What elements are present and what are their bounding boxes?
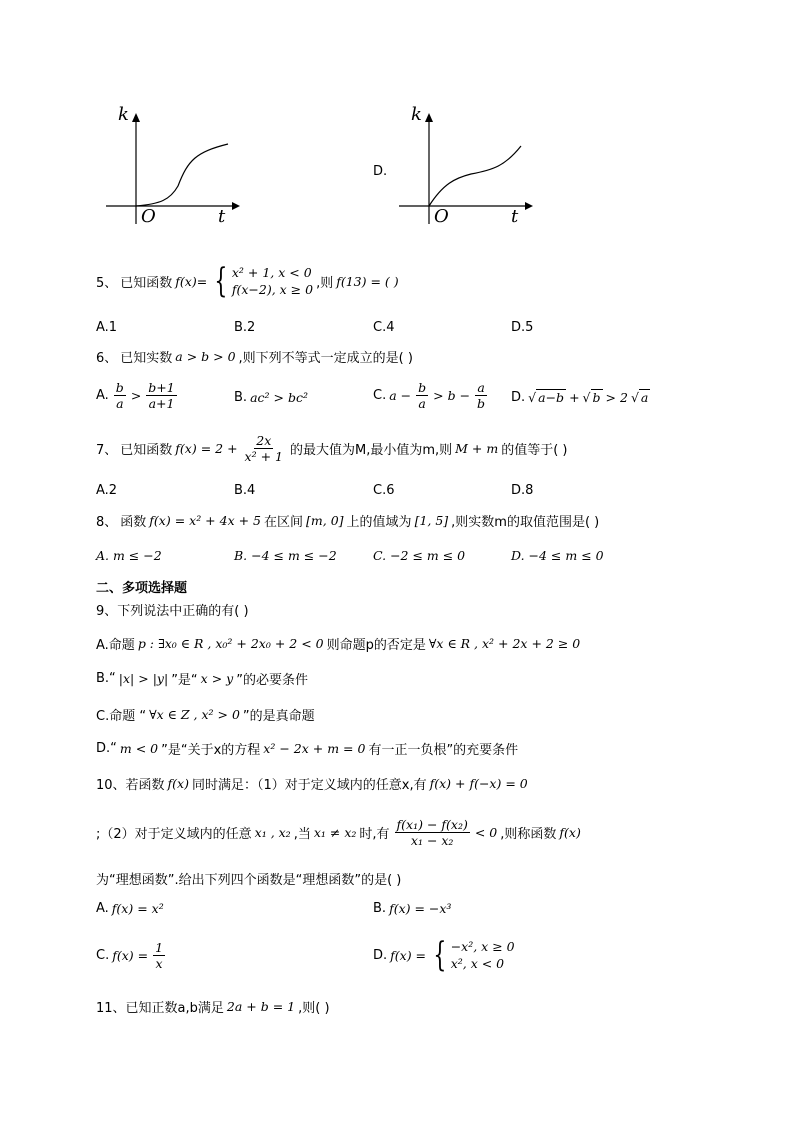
q10-d-case1: −x², x ≥ 0 [450,939,515,954]
q9-a-e1: p : ∃x₀ ∈ R , x₀² + 2x₀ + 2 < 0 [137,635,324,651]
q9-a-t2: 则命题p的否定是 [326,637,426,653]
q10-c-den: x [155,956,163,971]
q6-d-root2: b [592,390,601,405]
q6-a-d1: a [116,396,124,411]
q6-c-label: C. [373,388,387,403]
q10-t5: 时,有 [359,826,390,842]
q10-e2: f(x) + f(−x) = 0 [429,775,528,791]
q7-option-d: D.8 [511,483,534,498]
q8-option-d: D. −4 ≤ m ≤ 0 [511,548,604,563]
q6-b-expr: ac² > bc² [250,390,308,405]
q10-b-expr: f(x) = −x³ [389,901,452,916]
q10-t6: ,则称函数 [500,826,557,842]
q7-text: 的最大值为M,最小值为m,则 [289,442,453,458]
q10-e4: x₁ ≠ x₂ [313,824,357,840]
q6-c-n2: a [477,380,485,395]
q9-option-b [96,667,308,689]
q6-a-op: > [130,388,142,403]
q8-number: 8、 [96,514,118,530]
q8-t3: ,则实数m的取值范围是( ) [451,514,600,530]
q10-line1 [96,772,528,794]
q10-line3: 为“理想函数”.给出下列四个函数是“理想函数”的是( ) [96,872,402,888]
q6-c-frac1 [416,380,428,411]
q6-a-d2: a+1 [148,396,175,411]
q6-a-frac1 [114,380,126,411]
q7-option-a: A.2 [96,483,118,498]
graph-left-k-label: k [118,104,129,125]
q5-case1: x² + 1, x < 0 [231,265,312,280]
q10-d-label: D. [373,947,388,963]
q6-c-d1: a [418,396,426,411]
q10-num: f(x₁) − f(x₂) [396,816,468,832]
q5-stem [96,262,399,300]
q9-c-t1: C.命题 “ [96,708,147,724]
q8-stem [96,509,599,531]
q10-e5: < 0 [474,824,498,840]
q6-d-label: D. [511,390,526,405]
q5-number: 5、 [96,275,118,291]
q10-t1: 10、若函数 [96,777,165,793]
q10-a-expr: f(x) = x² [111,901,164,916]
q9-a-t1: A.命题 [96,637,135,653]
q10-b-label: B. [373,901,387,916]
q9-b-t2: ”是“ [171,672,198,688]
graph-right-option-label: D. [373,164,388,179]
q6-a-label: A. [96,388,109,403]
q10-t4: ,当 [293,826,311,842]
q6-a-frac2 [146,380,176,411]
q6-d-root1: a−b [538,390,565,405]
q9-c-e1: ∀x ∈ Z , x² > 0 [149,706,240,722]
q10-e3: x₁ , x₂ [254,824,291,840]
q6-option-b [234,390,308,405]
q11-stem [96,995,330,1017]
q6-a-n1: b [115,380,124,395]
q9-b-e1: |x| > |y| [118,670,169,686]
q7-option-b: B.4 [234,483,256,498]
q6-a-n2: b+1 [148,380,175,395]
q10-d-pre: f(x) = [390,947,427,963]
q10-c-frac [153,940,165,971]
q9-option-c [96,703,315,725]
q6-c-mid: > b − [433,388,471,403]
q10-e1: f(x) [167,775,189,791]
q9-option-a [96,632,580,654]
q7-fx: f(x) = 2 + [175,440,238,456]
q5-case2: f(x−2), x ≥ 0 [231,282,314,297]
q7-option-c: C.6 [373,483,395,498]
q10-line2 [96,813,581,851]
q6-stem [96,345,413,367]
q10-d-case2: x², x < 0 [450,956,505,971]
q9-b-t1: B.“ [96,670,116,686]
q8-option-b: B. −4 ≤ m ≤ −2 [234,548,337,563]
q6-c-d2: b [477,396,486,411]
q10-option-a [96,901,164,916]
q6-c-n1: b [418,380,427,395]
q6-d-plus: + [569,390,580,405]
q7-den: x² + 1 [244,448,283,464]
q5-option-b: B.2 [234,320,256,335]
q6-option-d: D. √ a−b + √ b > 2 √ a [511,390,649,405]
q5-option-d: D.5 [511,320,534,335]
graph-right-origin-label: O [434,206,449,227]
q6-text1: 已知实数 [120,350,173,366]
q7-num: 2x [256,432,272,448]
q10-d-piecewise: { −x², x ≥ 0 x², x < 0 [433,935,515,975]
q10-den: x₁ − x₂ [410,832,454,848]
q5-fx: f(x)= [175,273,208,289]
q10-e6: f(x) [559,824,581,840]
q11-e1: 2a + b = 1 [226,998,296,1014]
q8-option-a: A. m ≤ −2 [96,548,162,563]
q5-ask: f(13) = ( ) [336,273,399,289]
q6-d-root3: a [640,390,649,405]
q6-option-c [373,380,489,411]
q7-stem [96,430,568,466]
q9-d-t1: D.“ [96,740,117,756]
q7-number: 7、 [96,442,118,458]
q6-b-label: B. [234,390,248,405]
q11-t1: 11、已知正数a,b满足 [96,1000,224,1016]
q9-b-t3: ”的必要条件 [236,672,308,688]
q10-a-label: A. [96,901,109,916]
q10-frac [395,817,470,848]
q11-t2: ,则( ) [298,1000,330,1016]
q10-c-label: C. [96,948,110,963]
q6-text2: ,则下列不等式一定成立的是( ) [238,350,413,366]
q8-fx: f(x) = x² + 4x + 5 [149,512,262,528]
q9-d-e1: m < 0 [119,740,159,756]
q5-prefix: 已知函数 [120,275,173,291]
q9-option-d [96,737,518,759]
q9-stem: 9、下列说法中正确的有( ) [96,603,249,619]
section-heading-multiple-choice: 二、多项选择题 [96,581,188,596]
q10-t3: ;（2）对于定义域内的任意 [96,826,252,842]
q10-option-b [373,901,451,916]
q7-expr: M + m [455,440,499,456]
graph-left-t-label: t [218,206,226,227]
q10-option-d [373,935,515,975]
q10-option-c [96,940,167,971]
q10-t2: 同时满足：（1）对于定义域内的任意x,有 [191,777,427,793]
q8-t2: 上的值域为 [346,514,412,530]
q9-b-e2: x > y [200,670,234,686]
q8-t1: 在区间 [264,514,304,530]
q5-option-a: A.1 [96,320,118,335]
q5-option-c: C.4 [373,320,395,335]
q6-number: 6、 [96,350,118,366]
q10-c-num: 1 [155,940,164,955]
q9-d-t3: 有一正一负根”的充要条件 [368,742,519,758]
graph-left-origin-label: O [141,206,156,227]
q10-c-pre: f(x) = [112,948,149,963]
q8-prefix: 函数 [120,514,147,530]
q5-piecewise: { x² + 1, x < 0 f(x−2), x ≥ 0 [214,261,314,301]
q6-option-a [96,380,179,411]
q8-interval: [m, 0] [306,512,344,528]
q8-option-c: C. −2 ≤ m ≤ 0 [373,548,466,563]
q9-d-e2: x² − 2x + m = 0 [263,740,366,756]
q5-suffix: ,则 [316,275,334,291]
q9-c-t2: ”的是真命题 [242,708,315,724]
q8-range: [1, 5] [414,512,449,528]
q7-text2: 的值等于( ) [501,442,568,458]
q7-frac [243,433,285,464]
q6-c-frac2 [475,380,487,411]
q6-cond: a > b > 0 [175,348,236,364]
graph-right-t-label: t [511,206,519,227]
q9-d-t2: ”是“关于x的方程 [161,742,261,758]
q6-d-gt: > 2 [605,390,628,405]
graph-right-k-label: k [411,104,422,125]
q6-c-pre: a − [389,388,412,403]
q7-prefix: 已知函数 [120,442,173,458]
q9-a-e2: ∀x ∈ R , x² + 2x + 2 ≥ 0 [428,635,581,651]
